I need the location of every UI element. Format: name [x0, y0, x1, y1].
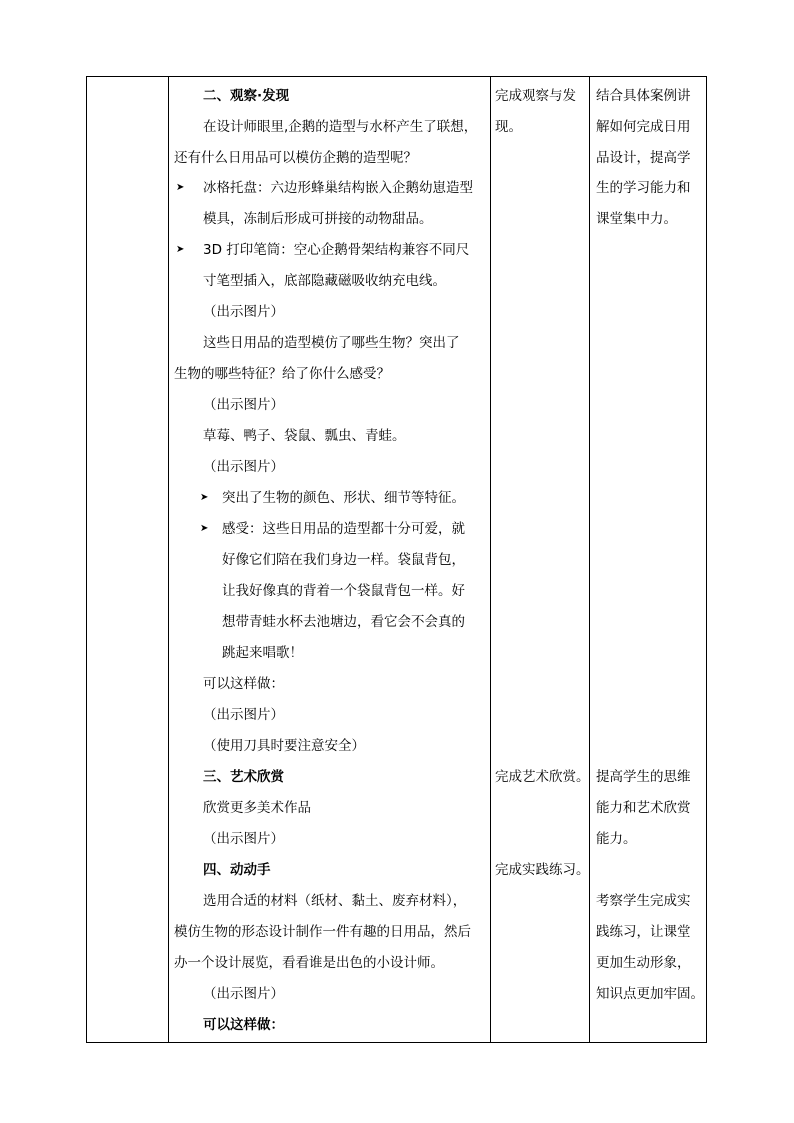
- arrow-bullet-icon: ➤: [200, 492, 209, 503]
- intent-line: 考察学生完成实: [596, 893, 691, 909]
- lesson-plan-table: [86, 76, 707, 1043]
- show-picture-note: （出示图片）: [203, 304, 284, 320]
- bullet-line: 模具，冻制后形成可拼接的动物甜品。: [203, 211, 433, 227]
- section-heading-art: 三、艺术欣赏: [203, 769, 284, 785]
- activity-line: 完成观察与发: [495, 88, 576, 104]
- paragraph-line: 草莓、鸭子、袋鼠、瓢虫、青蛙。: [203, 428, 406, 444]
- intent-line: 能力。: [596, 831, 637, 847]
- intent-line: 品设计，提高学: [596, 150, 691, 166]
- column-divider: [490, 77, 491, 1042]
- show-picture-note: （出示图片）: [203, 397, 284, 413]
- show-picture-note: （出示图片）: [203, 459, 284, 475]
- arrow-bullet-icon: ➤: [176, 244, 185, 255]
- bullet-line: 冰格托盘：六边形蜂巢结构嵌入企鹅幼崽造型: [203, 180, 473, 196]
- intent-line: 生的学习能力和: [596, 180, 691, 196]
- bullet-line: 感受：这些日用品的造型都十分可爱，就: [222, 521, 465, 537]
- intent-line: 解如何完成日用: [596, 119, 691, 135]
- paragraph-line: 欣赏更多美术作品: [203, 800, 311, 816]
- bullet-line: 3D 打印笔筒：空心企鹅骨架结构兼容不同尺: [203, 242, 470, 258]
- activity-line: 现。: [495, 119, 522, 135]
- section-heading-practice: 四、动动手: [203, 862, 271, 878]
- arrow-bullet-icon: ➤: [176, 182, 185, 193]
- show-picture-note: （出示图片）: [203, 986, 284, 1002]
- intent-line: 课堂集中力。: [596, 211, 677, 227]
- intent-line: 能力和艺术欣赏: [596, 800, 691, 816]
- intent-line: 结合具体案例讲: [596, 88, 691, 104]
- intent-line: 提高学生的思维: [596, 769, 691, 785]
- column-divider: [168, 77, 169, 1042]
- show-picture-note: （出示图片）: [203, 831, 284, 847]
- show-picture-note: （出示图片）: [203, 707, 284, 723]
- paragraph-line: 办一个设计展览，看看谁是出色的小设计师。: [174, 955, 444, 971]
- paragraph-line: 模仿生物的形态设计制作一件有趣的日用品，然后: [174, 924, 471, 940]
- column-divider: [589, 77, 590, 1042]
- intent-line: 知识点更加牢固。: [596, 986, 704, 1002]
- activity-line: 完成实践练习。: [495, 862, 590, 878]
- paragraph-line: 选用合适的材料（纸材、黏土、废弃材料），: [203, 893, 467, 909]
- bullet-line: 跳起来唱歌！: [222, 645, 303, 661]
- bullet-line: 寸笔型插入，底部隐藏磁吸收纳充电线。: [203, 273, 446, 289]
- paragraph-line: 可以这样做：: [203, 1017, 284, 1033]
- paragraph-line: 还有什么日用品可以模仿企鹅的造型呢？: [174, 150, 417, 166]
- arrow-bullet-icon: ➤: [200, 523, 209, 534]
- bullet-line: 好像它们陪在我们身边一样。袋鼠背包，: [222, 552, 465, 568]
- safety-note: （使用刀具时要注意安全）: [203, 738, 365, 754]
- bullet-line: 想带青蛙水杯去池塘边，看它会不会真的: [222, 614, 465, 630]
- paragraph-line: 生物的哪些特征？给了你什么感受？: [174, 366, 390, 382]
- bullet-line: 突出了生物的颜色、形状、细节等特征。: [222, 490, 465, 506]
- paragraph-line: 可以这样做：: [203, 676, 284, 692]
- paragraph-line: 这些日用品的造型模仿了哪些生物？突出了: [203, 335, 460, 351]
- intent-line: 更加生动形象，: [596, 955, 691, 971]
- paragraph-line: 在设计师眼里,企鹅的造型与水杯产生了联想，: [203, 119, 478, 135]
- intent-line: 践练习，让课堂: [596, 924, 691, 940]
- activity-line: 完成艺术欣赏。: [495, 769, 590, 785]
- bullet-line: 让我好像真的背着一个袋鼠背包一样。好: [222, 583, 465, 599]
- section-heading-observe: 二、观察·发现: [203, 88, 290, 104]
